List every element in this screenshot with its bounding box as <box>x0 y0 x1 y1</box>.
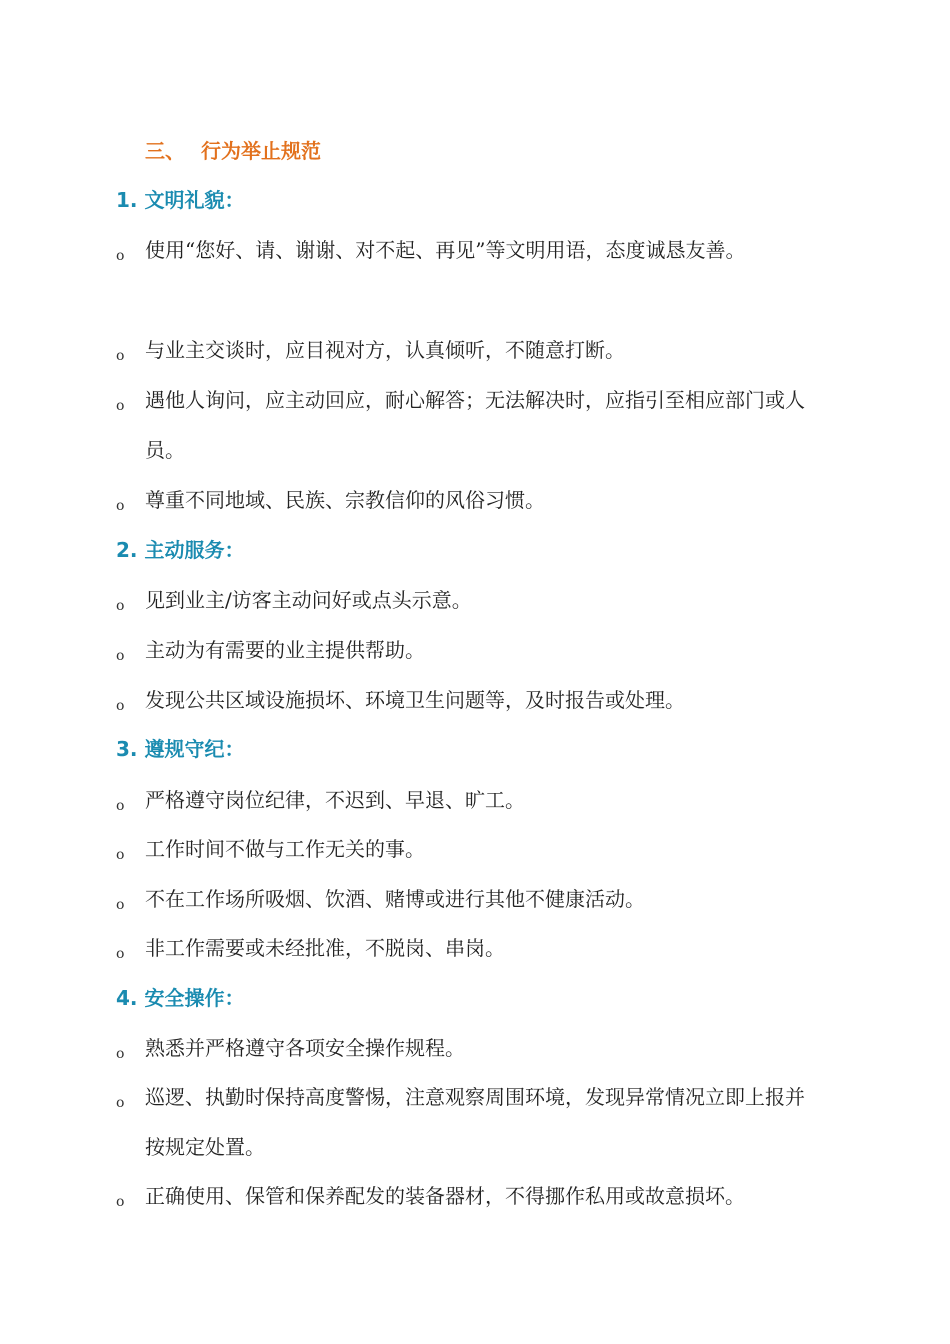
bullet-icon: o <box>116 1095 125 1111</box>
list-item <box>116 235 816 275</box>
list-item-text: 非工作需要或未经批准，不脱岗、串岗。 <box>145 936 505 960</box>
bullet-icon: o <box>116 1194 125 1210</box>
bullet-icon: o <box>116 798 125 814</box>
bullet-icon: o <box>116 348 125 364</box>
section-heading-discipline: 3. 遵规守纪： <box>116 737 245 761</box>
bullet-icon: o <box>116 946 125 962</box>
list-item-text: 工作时间不做与工作无关的事。 <box>145 837 425 861</box>
bullet-icon: o <box>116 847 125 863</box>
section-heading-safety: 4. 安全操作： <box>116 986 245 1010</box>
list-item <box>116 685 816 725</box>
list-item-text: 熟悉并严格遵守各项安全操作规程。 <box>145 1036 465 1060</box>
list-item <box>116 485 816 525</box>
list-item-text: 主动为有需要的业主提供帮助。 <box>145 638 425 662</box>
list-item <box>116 785 816 825</box>
list-item <box>116 834 816 874</box>
list-item <box>116 1181 816 1221</box>
chapter-title-text: 行为举止规范 <box>201 139 321 163</box>
bullet-icon: o <box>116 598 125 614</box>
list-item <box>116 385 816 475</box>
section-heading-service: 2. 主动服务： <box>116 538 245 562</box>
bullet-icon: o <box>116 498 125 514</box>
bullet-icon: o <box>116 698 125 714</box>
list-item-text: 发现公共区域设施损坏、环境卫生问题等，及时报告或处理。 <box>145 688 685 712</box>
list-item <box>116 1082 816 1172</box>
list-item-text: 严格遵守岗位纪律，不迟到、早退、旷工。 <box>145 788 525 812</box>
list-item-text: 不在工作场所吸烟、饮酒、赌博或进行其他不健康活动。 <box>145 887 645 911</box>
list-item <box>116 335 816 375</box>
list-item-text: 巡逻、执勤时保持高度警惕，注意观察周围环境，发现异常情况立即上报并按规定处置。 <box>145 1085 805 1159</box>
bullet-icon: o <box>116 648 125 664</box>
chapter-title <box>145 136 321 166</box>
list-item <box>116 1033 816 1073</box>
chapter-number: 三、 <box>145 139 185 163</box>
list-item <box>116 585 816 625</box>
list-item-text: 遇他人询问，应主动回应，耐心解答；无法解决时，应指引至相应部门或人员。 <box>145 388 805 462</box>
list-item-text: 使用“您好、请、谢谢、对不起、再见”等文明用语，态度诚恳友善。 <box>145 238 746 262</box>
list-item-text: 尊重不同地域、民族、宗教信仰的风俗习惯。 <box>145 488 545 512</box>
list-item <box>116 933 816 973</box>
list-item-text: 见到业主/访客主动问好或点头示意。 <box>145 588 472 612</box>
bullet-icon: o <box>116 1046 125 1062</box>
list-item <box>116 884 816 924</box>
bullet-icon: o <box>116 248 125 264</box>
section-heading-courtesy: 1. 文明礼貌： <box>116 188 245 212</box>
list-item-text: 正确使用、保管和保养配发的装备器材，不得挪作私用或故意损坏。 <box>145 1184 745 1208</box>
bullet-icon: o <box>116 398 125 414</box>
list-item-text: 与业主交谈时，应目视对方，认真倾听，不随意打断。 <box>145 338 625 362</box>
bullet-icon: o <box>116 897 125 913</box>
list-item <box>116 635 816 675</box>
